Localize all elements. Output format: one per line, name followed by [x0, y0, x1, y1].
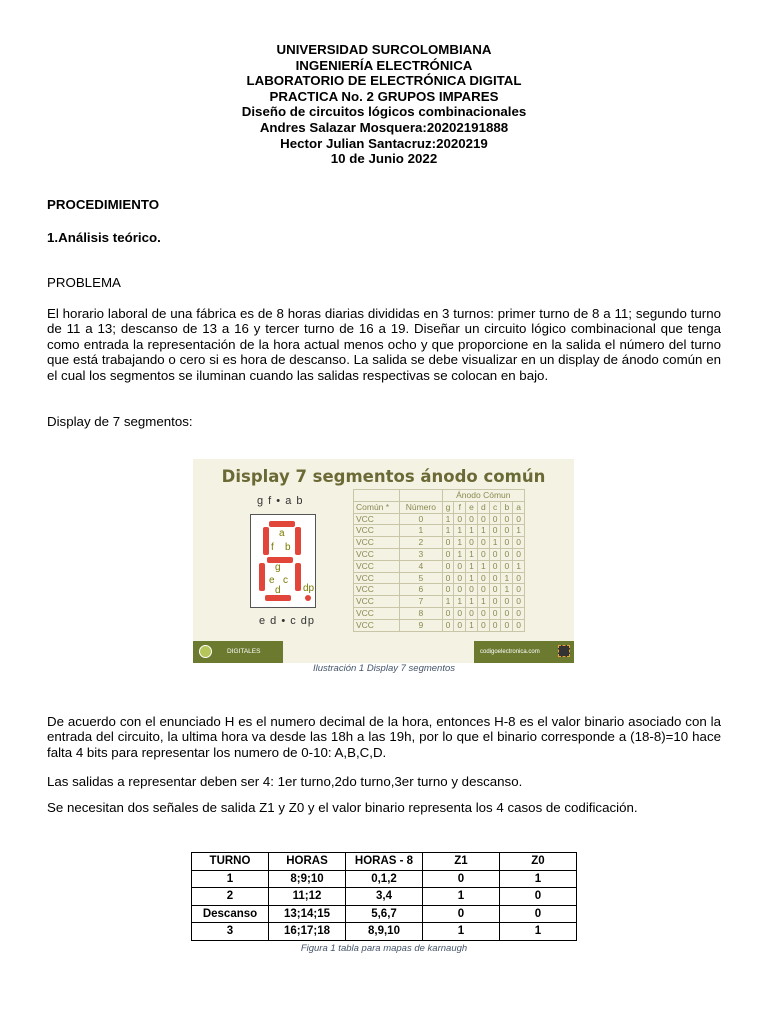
- anode-table-cell: 1: [454, 596, 466, 608]
- anode-table-cell: 0: [501, 513, 513, 525]
- anode-table-cell: VCC: [354, 560, 400, 572]
- anode-table-cell: 0: [477, 513, 489, 525]
- anode-table-cell: 1: [466, 572, 478, 584]
- anode-table-cell: 1: [477, 560, 489, 572]
- anode-table-cell: 1: [513, 560, 525, 572]
- anode-table-cell: 1: [501, 584, 513, 596]
- anode-table-cell: 0: [489, 584, 501, 596]
- turn-table-cell: 3,4: [346, 888, 423, 906]
- anode-table-cell: 1: [466, 560, 478, 572]
- anode-table-cell: 0: [501, 560, 513, 572]
- footer-right-text: codigoelectronica.com: [480, 649, 540, 655]
- anode-table-cell: 1: [489, 537, 501, 549]
- anode-table-cell: 0: [489, 525, 501, 537]
- anode-table-cell: VCC: [354, 596, 400, 608]
- footer-left-text: DIGITALES: [227, 648, 261, 655]
- anode-table-row: [354, 513, 525, 525]
- seven-segment-figure: [193, 459, 574, 663]
- anode-table-cell: 1: [466, 596, 478, 608]
- turn-col-header: HORAS - 8: [346, 853, 423, 871]
- anode-table-cell: 1: [442, 525, 454, 537]
- anode-table-cell: 1: [477, 596, 489, 608]
- turn-table-cell: 1: [192, 870, 269, 888]
- anode-table-row: [354, 548, 525, 560]
- anode-table-cell: VCC: [354, 572, 400, 584]
- segment-b: [295, 527, 301, 555]
- anode-table-row: [354, 607, 525, 619]
- anode-table-cell: 0: [489, 607, 501, 619]
- figure-title: Display 7 segmentos ánodo común: [221, 467, 546, 486]
- anode-col-header: g: [442, 501, 454, 513]
- anode-table-cell: 0: [513, 572, 525, 584]
- turn-table-row: [192, 923, 577, 941]
- anode-truth-table: [353, 489, 525, 632]
- anode-table-cell: 1: [454, 525, 466, 537]
- anode-col-header: f: [454, 501, 466, 513]
- practice-number: PRACTICA No. 2 GRUPOS IMPARES: [269, 88, 499, 104]
- anode-table-cell: 0: [501, 619, 513, 631]
- outputs-paragraph: Las salidas a representar deben ser 4: 1er turno,2do turno,3er turno y descanso.: [47, 774, 523, 789]
- anode-table-cell: 8: [400, 607, 443, 619]
- turn-table-cell: 1: [423, 923, 500, 941]
- turn-table-cell: 11;12: [269, 888, 346, 906]
- anode-table-cell: VCC: [354, 525, 400, 537]
- anode-table-row: [354, 572, 525, 584]
- anode-col-header: e: [466, 501, 478, 513]
- document-header: [0, 42, 768, 167]
- practice-title: Diseño de circuitos lógicos combinacionales: [241, 104, 527, 120]
- segment-label-dp: dp: [303, 583, 315, 594]
- turn-table-cell: 0: [500, 888, 577, 906]
- table-caption: Figura 1 tabla para mapas de karnaugh: [300, 943, 468, 954]
- anode-table-cell: 0: [442, 548, 454, 560]
- subsection-title: 1.Análisis teórico.: [47, 230, 161, 245]
- anode-table-cell: 6: [400, 584, 443, 596]
- anode-table-cell: VCC: [354, 584, 400, 596]
- figure-caption: Ilustración 1 Display 7 segmentos: [312, 663, 456, 674]
- turn-table-cell: 0: [423, 870, 500, 888]
- anode-col-header: b: [501, 501, 513, 513]
- anode-table-cell: 0: [477, 548, 489, 560]
- anode-table-cell: 0: [454, 584, 466, 596]
- anode-table-cell: 0: [513, 619, 525, 631]
- anode-col-header: a: [513, 501, 525, 513]
- anode-table-cell: 0: [501, 537, 513, 549]
- anode-table-cell: 2: [400, 537, 443, 549]
- turn-table-cell: 0,1,2: [346, 870, 423, 888]
- turn-col-header: Z0: [500, 853, 577, 871]
- turn-table-cell: 2: [192, 888, 269, 906]
- anode-table-cell: 1: [466, 525, 478, 537]
- anode-table-cell: 0: [477, 537, 489, 549]
- anode-col-header: c: [489, 501, 501, 513]
- anode-table-row: [354, 619, 525, 631]
- segment-label-f: f: [271, 542, 274, 553]
- anode-table-cell: 1: [466, 548, 478, 560]
- turn-table: [191, 852, 577, 941]
- segment-a: [269, 521, 295, 527]
- anode-table-cell: 0: [489, 560, 501, 572]
- turn-table-cell: 16;17;18: [269, 923, 346, 941]
- lab-name: LABORATORIO DE ELECTRÓNICA DIGITAL: [246, 73, 522, 89]
- turn-table-row: [192, 870, 577, 888]
- anode-table-cell: 0: [513, 537, 525, 549]
- anode-table-cell: 9: [400, 619, 443, 631]
- anode-table-cell: 0: [513, 584, 525, 596]
- turn-table-cell: 1: [500, 870, 577, 888]
- turn-table-row: [192, 888, 577, 906]
- author-2: Hector Julian Santacruz:2020219: [280, 135, 488, 151]
- anode-table-cell: 0: [442, 537, 454, 549]
- turn-table-cell: 1: [500, 923, 577, 941]
- turn-col-header: Z1: [423, 853, 500, 871]
- top-pin-labels: g f • a b: [257, 495, 304, 507]
- section-title: PROCEDIMIENTO: [47, 197, 160, 212]
- anode-table-cell: VCC: [354, 548, 400, 560]
- turn-table-row: [192, 905, 577, 923]
- faculty-name: INGENIERÍA ELECTRÓNICA: [295, 57, 473, 73]
- segment-label-b: b: [285, 542, 291, 553]
- anode-table-cell: 0: [442, 619, 454, 631]
- turn-table-cell: Descanso: [192, 905, 269, 923]
- anode-col-header: Número: [400, 501, 443, 513]
- anode-table-cell: 0: [501, 548, 513, 560]
- anode-table-cell: 0: [513, 513, 525, 525]
- anode-table-cell: VCC: [354, 607, 400, 619]
- anode-table-cell: 0: [477, 584, 489, 596]
- problem-label: PROBLEMA: [47, 275, 121, 290]
- anode-table-cell: 0: [454, 560, 466, 572]
- anode-table-cell: 0: [477, 619, 489, 631]
- anode-table-cell: 0: [400, 513, 443, 525]
- document-date: 10 de Junio 2022: [330, 151, 438, 167]
- anode-table-cell: 0: [513, 596, 525, 608]
- anode-table-cell: 5: [400, 572, 443, 584]
- segment-label-e: e: [269, 575, 275, 586]
- anode-table-cell: 0: [477, 572, 489, 584]
- anode-table-row: [354, 525, 525, 537]
- anode-table-cell: 0: [501, 607, 513, 619]
- university-name: UNIVERSIDAD SURCOLOMBIANA: [276, 42, 492, 57]
- logo-circle-icon: [199, 645, 212, 658]
- anode-table-row: [354, 596, 525, 608]
- segment-label-d: d: [275, 585, 281, 596]
- anode-table-cell: 1: [513, 525, 525, 537]
- anode-table-cell: 1: [454, 548, 466, 560]
- anode-table-cell: 0: [501, 596, 513, 608]
- problem-paragraph: El horario laboral de una fábrica es de 8 horas diarias divididas en 3 turnos: primer turno de 8 a 11; segundo turno de 11 a 13; descanso de 13 a 16 y tercer turno de 16 a 19. Diseñar un circuito lógico combinacional que tenga como entrada la representación de la hora actual menos ocho y que proporcione en la salida el número del turno que está trabajando o cero si es hora de descanso. La salida se debe visualizar en un display de ánodo común en el cual los segmentos se iluminan cuando las salidas respectivas se colocan en bajo.: [47, 306, 721, 383]
- seven-segment-display: [250, 514, 316, 608]
- anode-table-cell: 4: [400, 560, 443, 572]
- anode-table-cell: 0: [489, 572, 501, 584]
- anode-table-cell: 0: [454, 619, 466, 631]
- anode-table-cell: 0: [442, 572, 454, 584]
- anode-table-cell: VCC: [354, 537, 400, 549]
- chip-icon: [558, 645, 570, 657]
- anode-table-cell: 1: [400, 525, 443, 537]
- segment-label-c: c: [283, 575, 288, 586]
- segment-e: [259, 563, 265, 591]
- segment-label-a: a: [279, 528, 285, 539]
- anode-table-cell: 0: [466, 513, 478, 525]
- anode-table-cell: 0: [454, 607, 466, 619]
- footer-right-badge: [474, 641, 574, 663]
- anode-table-cell: 0: [442, 584, 454, 596]
- segment-c: [295, 563, 301, 591]
- bottom-pin-labels: e d • c dp: [259, 615, 316, 627]
- anode-table-cell: 7: [400, 596, 443, 608]
- figure-footer: [193, 641, 574, 663]
- turn-col-header: HORAS: [269, 853, 346, 871]
- anode-table-cell: 0: [489, 596, 501, 608]
- segment-label-g: g: [275, 562, 281, 573]
- anode-table-cell: 1: [477, 525, 489, 537]
- anode-table-cell: 0: [466, 584, 478, 596]
- anode-table-cell: 0: [454, 513, 466, 525]
- anode-table-cell: 1: [442, 513, 454, 525]
- anode-table-cell: 0: [489, 513, 501, 525]
- turn-table-cell: 13;14;15: [269, 905, 346, 923]
- anode-table-cell: 0: [466, 607, 478, 619]
- signals-paragraph: Se necesitan dos señales de salida Z1 y Z0 y el valor binario representa los 4 casos de codificación.: [47, 800, 638, 815]
- analysis-paragraph: De acuerdo con el enunciado H es el numero decimal de la hora, entonces H-8 es el valor binario asociado con la entrada del circuito, la ultima hora va desde las 18h a las 19h, por lo que el binario corresponde a (18-8)=10 hace falta 4 bits para representar los numero de 0-10: A,B,C,D.: [47, 714, 721, 760]
- turn-table-cell: 1: [423, 888, 500, 906]
- anode-col-header: d: [477, 501, 489, 513]
- anode-table-cell: VCC: [354, 513, 400, 525]
- turn-col-header: TURNO: [192, 853, 269, 871]
- anode-table-cell: VCC: [354, 619, 400, 631]
- anode-table-cell: 0: [442, 607, 454, 619]
- anode-table-cell: 0: [501, 525, 513, 537]
- anode-table-row: [354, 584, 525, 596]
- anode-table-cell: 0: [489, 619, 501, 631]
- anode-table-cell: 1: [454, 537, 466, 549]
- anode-table-cell: 0: [466, 537, 478, 549]
- anode-table-cell: 3: [400, 548, 443, 560]
- anode-table-cell: 1: [442, 596, 454, 608]
- turn-table-cell: 8,9,10: [346, 923, 423, 941]
- turn-table-cell: 5,6,7: [346, 905, 423, 923]
- anode-table-cell: 1: [501, 572, 513, 584]
- segment-f: [263, 527, 269, 555]
- anode-table-cell: 0: [489, 548, 501, 560]
- anode-table-cell: 0: [477, 607, 489, 619]
- anode-table-cell: 0: [442, 560, 454, 572]
- anode-table-cell: 0: [513, 548, 525, 560]
- turn-table-cell: 0: [500, 905, 577, 923]
- footer-left-badge: [193, 641, 283, 663]
- anode-table-row: [354, 560, 525, 572]
- anode-table-title: Ánodo Cómun: [442, 490, 524, 502]
- anode-table-cell: 0: [513, 607, 525, 619]
- turn-table-cell: 3: [192, 923, 269, 941]
- turn-table-cell: 8;9;10: [269, 870, 346, 888]
- turn-table-cell: 0: [423, 905, 500, 923]
- display-label: Display de 7 segmentos:: [47, 414, 193, 429]
- anode-table-cell: 0: [454, 572, 466, 584]
- author-1: Andres Salazar Mosquera:20202191888: [259, 119, 509, 135]
- segment-dp: [305, 595, 311, 601]
- anode-table-cell: 1: [466, 619, 478, 631]
- anode-table-row: [354, 537, 525, 549]
- anode-col-header: Común *: [354, 501, 400, 513]
